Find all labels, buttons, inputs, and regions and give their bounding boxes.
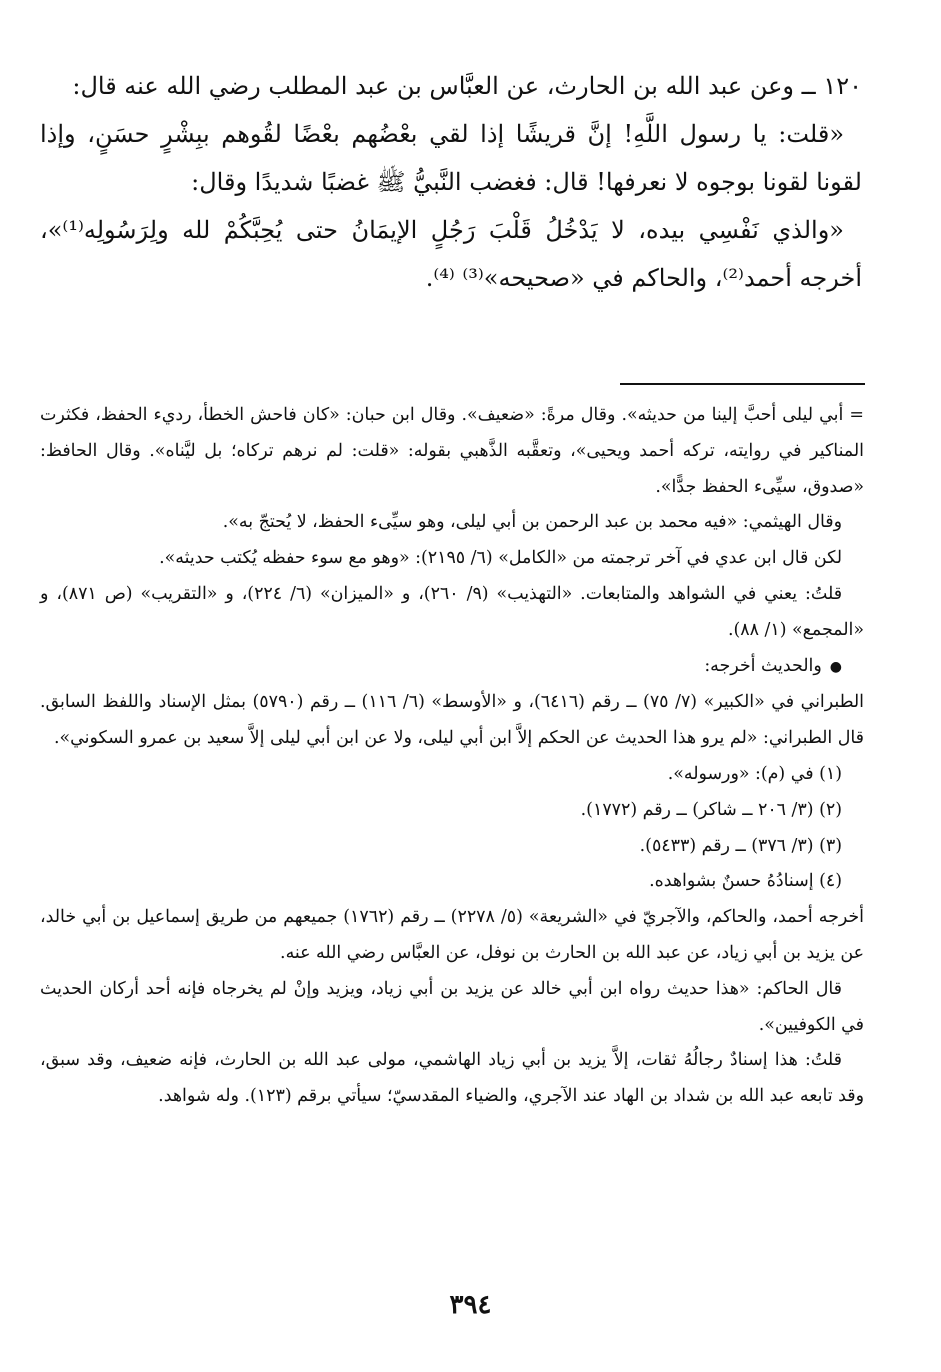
footnote-2: (٢) (٣/ ٢٠٦ ــ شاكر) ــ رقم (١٧٧٢). bbox=[580, 799, 842, 820]
footnote-ibn-adi: لكن قال ابن عدي في آخر ترجمته من «الكامل» (٦/ ٢١٩٥): «وهو مع سوء حفظه يُكتب حديثه». bbox=[159, 548, 842, 569]
hadith-intro: ١٢٠ ــ وعن عبد الله بن الحارث، عن العبَّاس بن عبد المطلب رضي الله عنه قال: bbox=[72, 72, 862, 100]
footnote-final: قلتُ: هذا إسنادٌ رجالُهُ ثقات، إلاَّ يزيد بن أبي زياد الهاشمي، مولى عبد الله بن الحارث، فإنه ضعيف، وقد سبق، وقد تابعه عبد الله بن شداد بن الهاد عند الآجري، والضياء المقدسيّ؛ سيأتي برقم (١٢٣). وله شواهد. bbox=[40, 1050, 864, 1107]
footnote-tabarani: الطبراني في «الكبير» (٧/ ٧٥) ــ رقم (٦٤١٦)، و «الأوسط» (٦/ ١١٦) ــ رقم (٥٧٩٠) بمثل الإسناد واللفظ السابق. قال الطبراني: «لم يرو هذا الحديث عن الحكم إلاَّ ابن أبي ليلى، ولا عن ابن أبي ليلى إلاَّ سعيد بن عمرو السكوني». bbox=[40, 692, 864, 749]
hadith-body: «قلت: يا رسول اللَّهِ! إنَّ قريشًا إذا لقي بعْضُهم بعْضًا لقُوهم ببِشْرٍ حسَنٍ، وإذا لقونا لقونا بوجوه لا نعرفها! قال: فغضب النَّبيُّ ﷺ غضبًا شديدًا وقال: bbox=[40, 120, 862, 196]
hadith-saying: «والذي نَفْسِي بيده، لا يَدْخُلُ قَلْبَ رَجُلٍ الإيمَانُ حتى يُحِبَّكُمْ لله ولِرَسُولِه⁽¹⁾»، أخرجه أحمد⁽²⁾، والحاكم في «صحيحه»⁽³⁾ ⁽⁴⁾. bbox=[40, 216, 862, 292]
footnote-4: (٤) إسنادُهُ حسنٌ بشواهده. bbox=[649, 871, 842, 892]
footnote-1: (١) في (م): «ورسوله». bbox=[667, 763, 842, 784]
footnotes bbox=[40, 398, 864, 1115]
footnote-3: (٣) (٣/ ٣٧٦) ــ رقم (٥٤٣٣). bbox=[639, 835, 842, 856]
footnote-qultu: قلتُ: يعني في الشواهد والمتابعات. «التهذيب» (٩/ ٢٦٠)، و «الميزان» (٦/ ٢٢٤)، و «التقريب» (ص ٨٧١)، و «المجمع» (١/ ٨٨). bbox=[40, 583, 864, 640]
footnote-takhrij: أخرجه أحمد، والحاكم، والآجريّ في «الشريعة» (٥/ ٢٢٧٨) ــ رقم (١٧٦٢) جميعهم من طريق إسماعيل بن أبي خالد، عن يزيد بن أبي زياد، عن عبد الله بن الحارث بن نوفل، عن العبَّاس رضي الله عنه. bbox=[40, 907, 865, 963]
footnote-continuation: = أبي ليلى أحبَّ إلينا من حديثه». وقال مرةً: «ضعيف». وقال ابن حبان: «كان فاحش الخطأ، رديء الحفظ، فكثرت المناكير في روايته، تركه أحمد ويحيى»، وتعقَّبه الذَّهبي بقوله: «قلت: لم نرهم تركاه؛ بل ليَّناه». وقال الحافظ: «صدوق، سيِّىء الحفظ جدًّا». bbox=[40, 405, 864, 497]
page-number: ٣٩٤ bbox=[449, 1290, 492, 1320]
footnote-bullet: ● والحديث أخرجه: bbox=[40, 649, 864, 686]
main-text bbox=[40, 62, 862, 302]
footnote-hakim: قال الحاكم: «هذا حديث رواه ابن أبي خالد عن يزيد بن أبي زياد، ويزيد وإنْ لم يخرجاه فإنه أحد أركان الحديث في الكوفيين». bbox=[40, 978, 864, 1035]
footnote-divider bbox=[620, 383, 865, 385]
footnote-haythami: وقال الهيثمي: «فيه محمد بن عبد الرحمن بن أبي ليلى، وهو سيِّىء الحفظ، لا يُحتجّ به». bbox=[222, 512, 842, 533]
